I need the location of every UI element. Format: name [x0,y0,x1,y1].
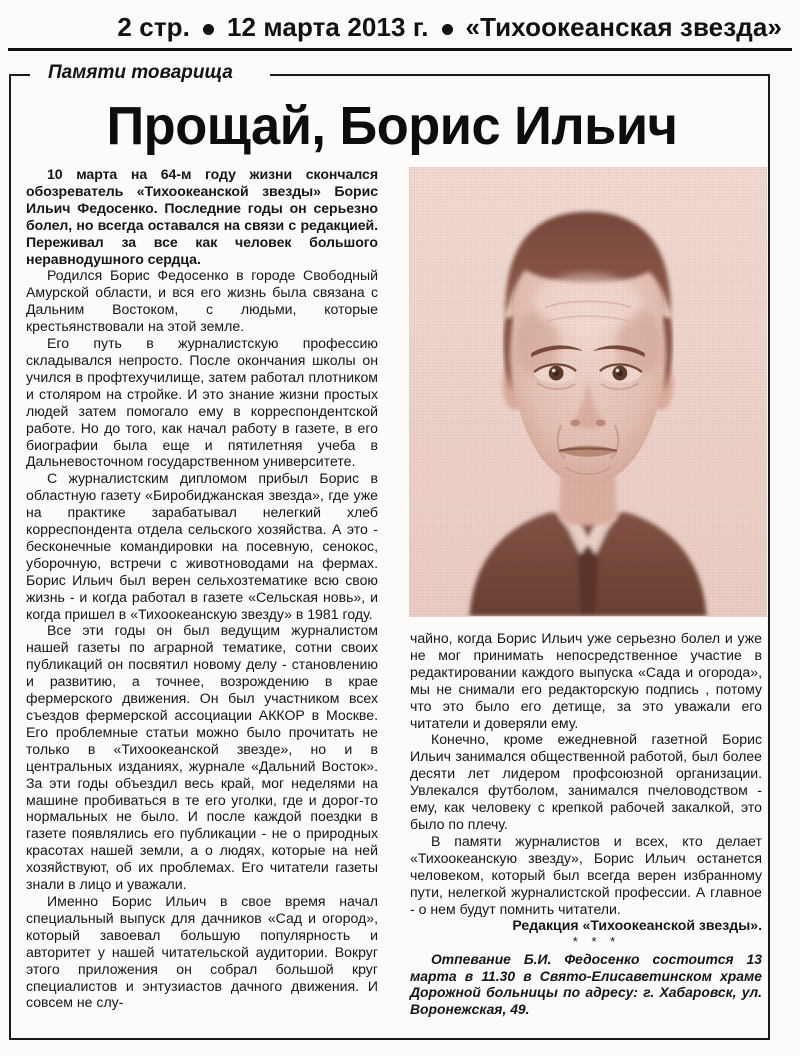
bullet-dot-icon [442,24,453,35]
masthead [0,6,800,48]
publication-title: «Тихоокеанская звезда» [465,11,782,42]
masthead-line [115,12,784,43]
paragraph: Его путь в журналистскую профессию складывался непросто. После окончания школы он учился в профтехучилище, затем работал плотником и столяром на стройке. И это знание жизни простых людей затем помогало ему в корреспондентской работе. Но до того, как начал работу в газете, в его биографии была еще и пятилетняя учеба в Дальневосточном государственном университете. [26,335,378,470]
issue-date: 12 марта 2013 г. [226,11,429,42]
paragraph: Родился Борис Федосенко в городе Свободный Амурской области, и вся его жизнь была связана с Дальним Востоком, с людьми, которые крестьянствовали на этой земле. [26,267,378,335]
bullet-dot-icon [203,24,214,35]
paragraph: С журналистским дипломом прибыл Борис в областную газету «Биробиджанская звезда», где уже на практике зарабатывал нелегкий хлеб корреспондента отдела сельского хозяйства. А это - бесконечные командировки на посевную, сенокос, уборочную, встречи с животноводами на фермах. Борис Ильич был верен сельхозтематике всю свою жизнь - и когда работал в газете «Сельская новь», и когда пришел в «Тихоокеанскую звезду» в 1981 году. [26,470,378,622]
masthead-rule [8,48,792,51]
paragraph: Все эти годы он был ведущим журналистом нашей газеты по аграрной тематике, сотни своих публикаций он посвятил новому делу - становлению и развитию, а точнее, возрождению в крае фермерского движения. Он был участником всех съездов фермерской ассоциации АККОР в Москве. Его проблемные статьи можно было прочитать не только в «Тихоокеанской звезде», но и в центральных изданиях, журнале «Дальний Восток». За эти годы объездил весь край, мог неделями на машине пробиваться в те его уголки, где и дорог-то нормальных не было. И после каждой поездки в газете появлялись его публикации - не о природных красотах нашей земли, а о людях, которые на ней хозяйствуют, об их проблемах. Его читатели газеты знали в лицо и уважали. [26,622,378,893]
page-title: Прощай, Борис Ильич [106,96,678,156]
lead-paragraph: 10 марта на 64-м году жизни скончался обозреватель «Тихоокеанской звезды» Борис Ильич Федосенко. Последние годы он серьезно болел, но всегда оставался на связи с редакцией. Переживал за все как человек большого неравнодушного сердца. [26,166,378,267]
paragraph: В памяти журналистов и всех, кто делает «Тихоокеанскую звезду», Борис Ильич останется человеком, который был всегда верен избранному пути, нелегкой журналистской профессии. А главное - о нем будут помнить читатели. [410,832,762,917]
paragraph: чайно, когда Борис Ильич уже серьезно болел и уже не мог принимать непосредственное участие в редактировании каждого выпуска «Сада и огорода», мы не снимали его редакторскую подпись , потому что это было его детище, за это уважали его читатели и доверяли ему. [410,630,762,731]
funeral-notice: Отпевание Б.И. Федосенко состоится 13 марта в 11.30 в Свято-Елисаветинском храме Дорожной больницы по адресу: г. Хабаровск, ул. Воронежская, 49. [410,951,762,1017]
portrait-photo [409,167,767,617]
section-separator: * * * [572,934,621,950]
article-signature: Редакция «Тихоокеанской звезды». [512,917,762,934]
article-right-column [410,630,762,1018]
portrait-illustration [410,168,766,616]
paragraph: Именно Борис Ильич в свое время начал специальный выпуск для дачников «Сад и огород», который завоевал большую популярность и авторитет у нашей читательской аудитории. Вокруг этого приложения он собрал большой круг специалистов и энтузиастов дачного движения. И совсем не слу- [26,892,378,1011]
page-number: 2 стр. [117,11,190,42]
paragraph: Конечно, кроме ежедневной газетной Борис Ильич занимался общественной работой, был более десяти лет лидером профсоюзной организации. Увлекался футболом, занимался пчеловодством - ему, как человеку с крепкой рабочей закалкой, это было по плечу. [410,731,762,832]
article-rubric: Памяти товарища [44,62,243,84]
article-left-column [26,166,378,1011]
